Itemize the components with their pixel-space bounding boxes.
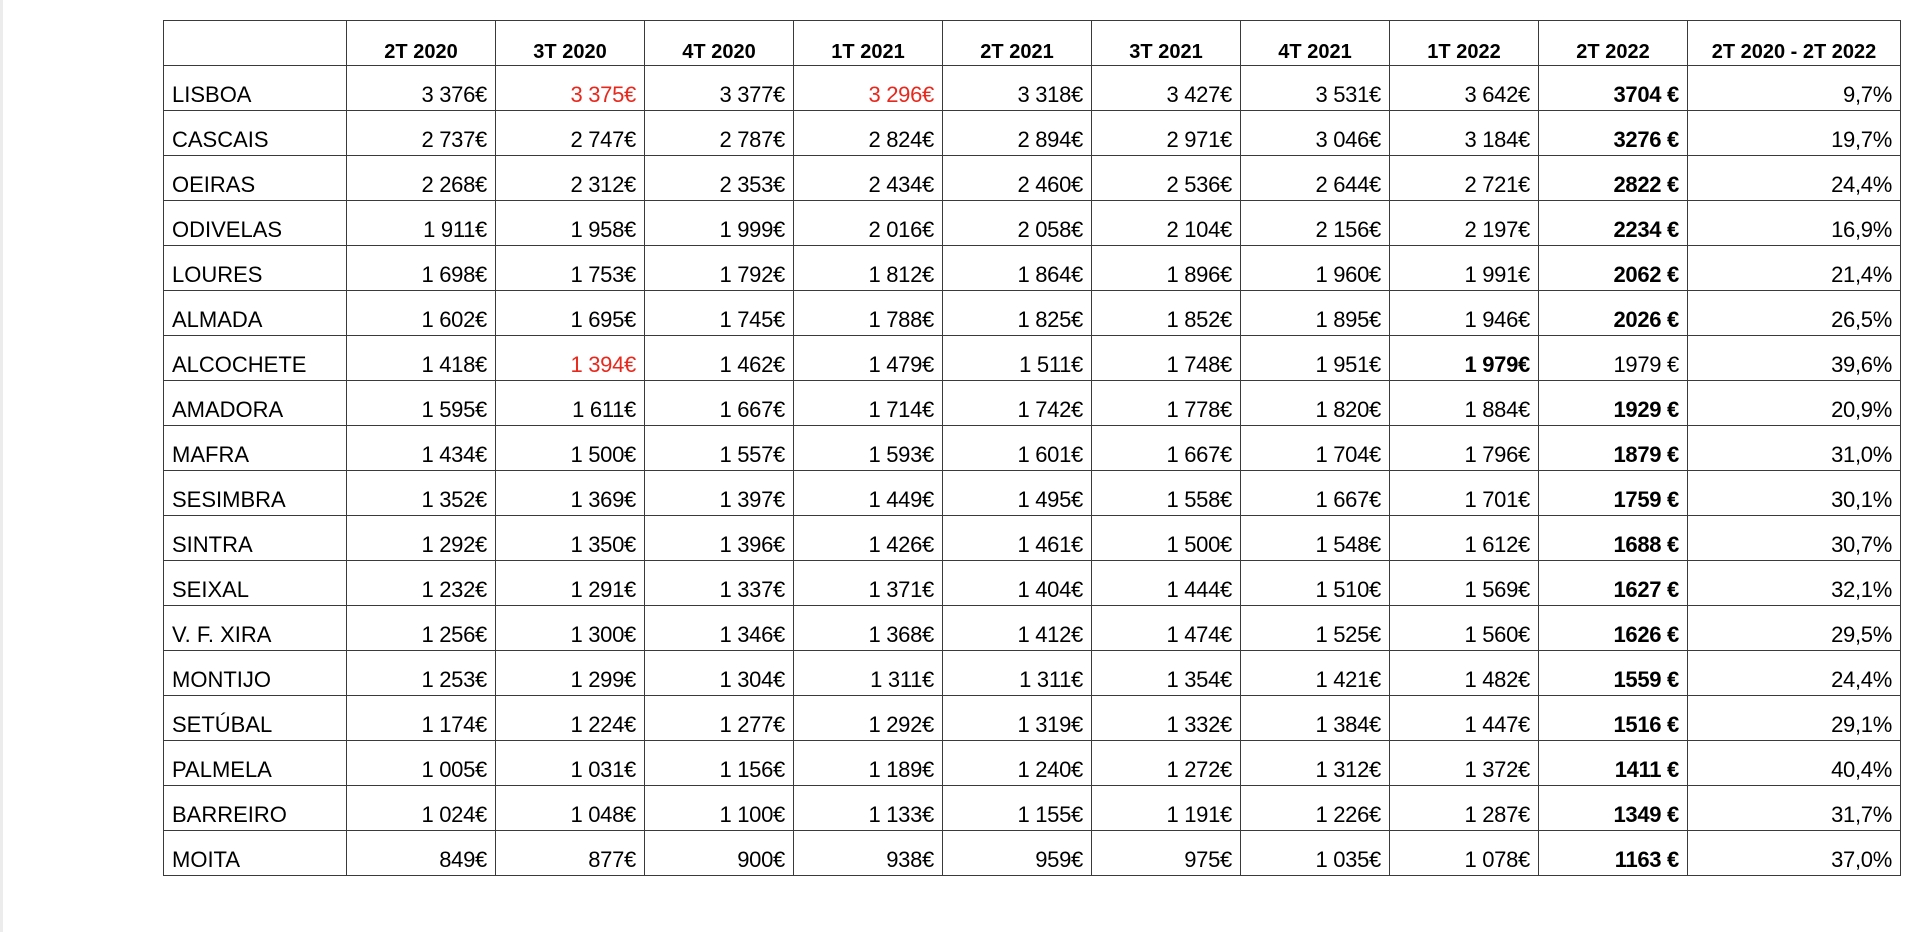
price-cell[interactable]: 1879 € (1539, 426, 1688, 471)
price-cell[interactable]: 1 792€ (645, 246, 794, 291)
price-cell[interactable]: 1 299€ (496, 651, 645, 696)
price-cell[interactable]: 1 999€ (645, 201, 794, 246)
municipality-cell[interactable]: LOURES (164, 246, 347, 291)
price-cell[interactable]: 1 287€ (1390, 786, 1539, 831)
municipality-cell[interactable]: MOITA (164, 831, 347, 876)
change-cell[interactable]: 26,5% (1688, 291, 1901, 336)
change-cell[interactable]: 30,7% (1688, 516, 1901, 561)
change-cell[interactable]: 31,7% (1688, 786, 1901, 831)
change-cell[interactable]: 29,1% (1688, 696, 1901, 741)
price-cell[interactable]: 2 644€ (1241, 156, 1390, 201)
price-cell[interactable]: 1 346€ (645, 606, 794, 651)
table-row (164, 246, 1901, 291)
price-cell[interactable]: 1 133€ (794, 786, 943, 831)
price-cell[interactable]: 1 396€ (645, 516, 794, 561)
municipality-cell[interactable]: V. F. XIRA (164, 606, 347, 651)
municipality-cell[interactable]: SESIMBRA (164, 471, 347, 516)
price-cell[interactable]: 3704 € (1539, 66, 1688, 111)
price-cell[interactable]: 1 048€ (496, 786, 645, 831)
price-cell[interactable]: 1 958€ (496, 201, 645, 246)
price-cell[interactable]: 1 292€ (794, 696, 943, 741)
price-cell[interactable]: 1 960€ (1241, 246, 1390, 291)
price-cell[interactable]: 1559 € (1539, 651, 1688, 696)
price-cell[interactable]: 1 174€ (347, 696, 496, 741)
municipality-cell[interactable]: ALCOCHETE (164, 336, 347, 381)
table-row (164, 696, 1901, 741)
price-cell[interactable]: 1 557€ (645, 426, 794, 471)
header-cell-3t-2021[interactable]: 3T 2021 (1092, 21, 1241, 66)
municipality-cell[interactable]: LISBOA (164, 66, 347, 111)
price-cell[interactable]: 2 971€ (1092, 111, 1241, 156)
municipality-cell[interactable]: CASCAIS (164, 111, 347, 156)
price-cell[interactable]: 1 226€ (1241, 786, 1390, 831)
price-cell[interactable]: 1 256€ (347, 606, 496, 651)
change-cell[interactable]: 19,7% (1688, 111, 1901, 156)
header-cell-3t-2020[interactable]: 3T 2020 (496, 21, 645, 66)
price-cell[interactable]: 1 495€ (943, 471, 1092, 516)
price-cell[interactable]: 1 372€ (1390, 741, 1539, 786)
price-cell[interactable]: 1 593€ (794, 426, 943, 471)
price-cell[interactable]: 1688 € (1539, 516, 1688, 561)
price-cell[interactable]: 1 602€ (347, 291, 496, 336)
price-cell[interactable]: 1 319€ (943, 696, 1092, 741)
price-cell[interactable]: 1 714€ (794, 381, 943, 426)
price-cell[interactable]: 1 277€ (645, 696, 794, 741)
price-cell[interactable]: 1 612€ (1390, 516, 1539, 561)
price-cell[interactable]: 1 748€ (1092, 336, 1241, 381)
price-cell[interactable]: 1 704€ (1241, 426, 1390, 471)
table-row (164, 786, 1901, 831)
price-cell[interactable]: 1 332€ (1092, 696, 1241, 741)
price-cell[interactable]: 1 560€ (1390, 606, 1539, 651)
price-cell[interactable]: 1 426€ (794, 516, 943, 561)
municipality-cell[interactable]: SEIXAL (164, 561, 347, 606)
price-cell[interactable]: 2 197€ (1390, 201, 1539, 246)
spreadsheet-area (163, 20, 1901, 876)
price-table (163, 20, 1901, 876)
price-cell[interactable]: 2 787€ (645, 111, 794, 156)
price-cell[interactable]: 1 384€ (1241, 696, 1390, 741)
table-row (164, 516, 1901, 561)
price-cell[interactable]: 1 558€ (1092, 471, 1241, 516)
municipality-cell[interactable]: MONTIJO (164, 651, 347, 696)
change-cell[interactable]: 30,1% (1688, 471, 1901, 516)
price-cell[interactable]: 959€ (943, 831, 1092, 876)
price-cell[interactable]: 1 745€ (645, 291, 794, 336)
window-left-edge (0, 0, 3, 932)
price-cell[interactable]: 1 444€ (1092, 561, 1241, 606)
price-cell[interactable]: 1 412€ (943, 606, 1092, 651)
price-cell[interactable]: 1 474€ (1092, 606, 1241, 651)
price-cell[interactable]: 1 312€ (1241, 741, 1390, 786)
price-cell[interactable]: 1 896€ (1092, 246, 1241, 291)
price-cell[interactable]: 1 369€ (496, 471, 645, 516)
price-cell[interactable]: 1 796€ (1390, 426, 1539, 471)
price-cell[interactable]: 1 479€ (794, 336, 943, 381)
price-cell[interactable]: 1 695€ (496, 291, 645, 336)
price-cell[interactable]: 3 184€ (1390, 111, 1539, 156)
price-cell[interactable]: 1516 € (1539, 696, 1688, 741)
price-cell[interactable]: 1 232€ (347, 561, 496, 606)
header-cell-4t-2021[interactable]: 4T 2021 (1241, 21, 1390, 66)
header-cell-1t-2022[interactable]: 1T 2022 (1390, 21, 1539, 66)
price-cell[interactable]: 2 434€ (794, 156, 943, 201)
change-cell[interactable]: 20,9% (1688, 381, 1901, 426)
price-cell[interactable]: 975€ (1092, 831, 1241, 876)
municipality-cell[interactable]: SINTRA (164, 516, 347, 561)
price-cell[interactable]: 1163 € (1539, 831, 1688, 876)
price-cell[interactable]: 1 698€ (347, 246, 496, 291)
price-cell[interactable]: 849€ (347, 831, 496, 876)
price-cell[interactable]: 1 511€ (943, 336, 1092, 381)
price-cell[interactable]: 1 368€ (794, 606, 943, 651)
price-cell[interactable]: 2 747€ (496, 111, 645, 156)
table-row (164, 831, 1901, 876)
price-cell[interactable]: 1 820€ (1241, 381, 1390, 426)
price-cell[interactable]: 1 300€ (496, 606, 645, 651)
table-row (164, 561, 1901, 606)
price-cell[interactable]: 1 189€ (794, 741, 943, 786)
price-cell[interactable]: 1 100€ (645, 786, 794, 831)
price-cell[interactable]: 1 461€ (943, 516, 1092, 561)
price-cell[interactable]: 3 046€ (1241, 111, 1390, 156)
table-row (164, 336, 1901, 381)
price-cell[interactable]: 2234 € (1539, 201, 1688, 246)
price-cell[interactable]: 1 569€ (1390, 561, 1539, 606)
municipality-cell[interactable]: OEIRAS (164, 156, 347, 201)
price-cell[interactable]: 1 667€ (645, 381, 794, 426)
change-cell[interactable]: 16,9% (1688, 201, 1901, 246)
price-cell[interactable]: 3 642€ (1390, 66, 1539, 111)
price-cell[interactable]: 2 824€ (794, 111, 943, 156)
price-cell[interactable]: 1626 € (1539, 606, 1688, 651)
price-cell[interactable]: 3276 € (1539, 111, 1688, 156)
price-cell[interactable]: 1 911€ (347, 201, 496, 246)
price-cell[interactable]: 3 377€ (645, 66, 794, 111)
municipality-cell[interactable]: ODIVELAS (164, 201, 347, 246)
table-row (164, 381, 1901, 426)
price-cell[interactable]: 938€ (794, 831, 943, 876)
price-cell[interactable]: 1 979€ (1390, 336, 1539, 381)
price-cell[interactable]: 1 031€ (496, 741, 645, 786)
price-cell[interactable]: 877€ (496, 831, 645, 876)
change-cell[interactable]: 29,5% (1688, 606, 1901, 651)
price-cell[interactable]: 1 611€ (496, 381, 645, 426)
price-cell[interactable]: 1979 € (1539, 336, 1688, 381)
price-cell[interactable]: 1 525€ (1241, 606, 1390, 651)
price-cell[interactable]: 1 510€ (1241, 561, 1390, 606)
header-cell-2t-2021[interactable]: 2T 2021 (943, 21, 1092, 66)
change-cell[interactable]: 21,4% (1688, 246, 1901, 291)
price-cell[interactable]: 1 778€ (1092, 381, 1241, 426)
price-cell[interactable]: 1 291€ (496, 561, 645, 606)
price-cell[interactable]: 3 376€ (347, 66, 496, 111)
price-cell[interactable]: 1 991€ (1390, 246, 1539, 291)
price-cell[interactable]: 1349 € (1539, 786, 1688, 831)
table-row (164, 606, 1901, 651)
header-cell-change[interactable]: 2T 2020 - 2T 2022 (1688, 21, 1901, 66)
change-cell[interactable]: 40,4% (1688, 741, 1901, 786)
price-cell[interactable]: 2062 € (1539, 246, 1688, 291)
price-cell[interactable]: 1 224€ (496, 696, 645, 741)
price-cell[interactable]: 1 337€ (645, 561, 794, 606)
table-row (164, 66, 1901, 111)
price-cell[interactable]: 1627 € (1539, 561, 1688, 606)
price-cell[interactable]: 1 311€ (794, 651, 943, 696)
table-row (164, 741, 1901, 786)
price-cell[interactable]: 2026 € (1539, 291, 1688, 336)
header-cell-2t-2020[interactable]: 2T 2020 (347, 21, 496, 66)
price-cell[interactable]: 1 394€ (496, 336, 645, 381)
price-cell[interactable]: 1 024€ (347, 786, 496, 831)
price-cell[interactable]: 1 155€ (943, 786, 1092, 831)
price-cell[interactable]: 1 895€ (1241, 291, 1390, 336)
price-cell[interactable]: 2 894€ (943, 111, 1092, 156)
change-cell[interactable]: 39,6% (1688, 336, 1901, 381)
price-cell[interactable]: 1 350€ (496, 516, 645, 561)
table-row (164, 471, 1901, 516)
price-cell[interactable]: 1 434€ (347, 426, 496, 471)
price-cell[interactable]: 1 404€ (943, 561, 1092, 606)
price-cell[interactable]: 1 852€ (1092, 291, 1241, 336)
header-cell-1t-2021[interactable]: 1T 2021 (794, 21, 943, 66)
price-cell[interactable]: 1 500€ (496, 426, 645, 471)
price-cell[interactable]: 1 078€ (1390, 831, 1539, 876)
price-cell[interactable]: 2 353€ (645, 156, 794, 201)
price-cell[interactable]: 2 721€ (1390, 156, 1539, 201)
price-cell[interactable]: 1 421€ (1241, 651, 1390, 696)
price-cell[interactable]: 1 601€ (943, 426, 1092, 471)
price-cell[interactable]: 2 460€ (943, 156, 1092, 201)
price-cell[interactable]: 1 253€ (347, 651, 496, 696)
price-cell[interactable]: 1 701€ (1390, 471, 1539, 516)
price-cell[interactable]: 1 371€ (794, 561, 943, 606)
price-cell[interactable]: 2 058€ (943, 201, 1092, 246)
price-cell[interactable]: 1 500€ (1092, 516, 1241, 561)
price-cell[interactable]: 2 312€ (496, 156, 645, 201)
price-cell[interactable]: 1 418€ (347, 336, 496, 381)
change-cell[interactable]: 24,4% (1688, 651, 1901, 696)
change-cell[interactable]: 24,4% (1688, 156, 1901, 201)
price-cell[interactable]: 2 536€ (1092, 156, 1241, 201)
price-cell[interactable]: 1 667€ (1241, 471, 1390, 516)
price-cell[interactable]: 3 375€ (496, 66, 645, 111)
municipality-cell[interactable]: MAFRA (164, 426, 347, 471)
price-cell[interactable]: 1 812€ (794, 246, 943, 291)
price-cell[interactable]: 1 447€ (1390, 696, 1539, 741)
price-cell[interactable]: 1 397€ (645, 471, 794, 516)
price-cell[interactable]: 1 884€ (1390, 381, 1539, 426)
price-cell[interactable]: 1 548€ (1241, 516, 1390, 561)
price-cell[interactable]: 1 753€ (496, 246, 645, 291)
price-cell[interactable]: 1 864€ (943, 246, 1092, 291)
price-cell[interactable]: 1 946€ (1390, 291, 1539, 336)
price-cell[interactable]: 2 268€ (347, 156, 496, 201)
price-cell[interactable]: 1 304€ (645, 651, 794, 696)
price-cell[interactable]: 1 667€ (1092, 426, 1241, 471)
price-cell[interactable]: 2 104€ (1092, 201, 1241, 246)
price-cell[interactable]: 3 531€ (1241, 66, 1390, 111)
price-cell[interactable]: 1 482€ (1390, 651, 1539, 696)
price-cell[interactable]: 1929 € (1539, 381, 1688, 426)
table-row (164, 201, 1901, 246)
price-cell[interactable]: 1 156€ (645, 741, 794, 786)
price-cell[interactable]: 1 788€ (794, 291, 943, 336)
header-cell-2t-2022[interactable]: 2T 2022 (1539, 21, 1688, 66)
price-cell[interactable]: 1 354€ (1092, 651, 1241, 696)
price-cell[interactable]: 2822 € (1539, 156, 1688, 201)
municipality-cell[interactable]: SETÚBAL (164, 696, 347, 741)
change-cell[interactable]: 32,1% (1688, 561, 1901, 606)
table-row (164, 426, 1901, 471)
price-cell[interactable]: 3 427€ (1092, 66, 1241, 111)
price-cell[interactable]: 2 016€ (794, 201, 943, 246)
change-cell[interactable]: 9,7% (1688, 66, 1901, 111)
change-cell[interactable]: 37,0% (1688, 831, 1901, 876)
price-cell[interactable]: 1 951€ (1241, 336, 1390, 381)
price-cell[interactable]: 1759 € (1539, 471, 1688, 516)
table-row (164, 111, 1901, 156)
price-cell[interactable]: 1 191€ (1092, 786, 1241, 831)
municipality-cell[interactable]: AMADORA (164, 381, 347, 426)
price-cell[interactable]: 1 035€ (1241, 831, 1390, 876)
price-cell[interactable]: 1 449€ (794, 471, 943, 516)
municipality-cell[interactable]: PALMELA (164, 741, 347, 786)
price-cell[interactable]: 1 352€ (347, 471, 496, 516)
price-cell[interactable]: 1 311€ (943, 651, 1092, 696)
table-body (164, 66, 1901, 876)
price-cell[interactable]: 2 737€ (347, 111, 496, 156)
table-row (164, 291, 1901, 336)
price-cell[interactable]: 1 742€ (943, 381, 1092, 426)
municipality-cell[interactable]: BARREIRO (164, 786, 347, 831)
header-row (164, 21, 1901, 66)
price-cell[interactable]: 1 595€ (347, 381, 496, 426)
price-cell[interactable]: 3 296€ (794, 66, 943, 111)
price-cell[interactable]: 1 272€ (1092, 741, 1241, 786)
header-cell-empty[interactable] (164, 21, 347, 66)
price-cell[interactable]: 1 005€ (347, 741, 496, 786)
table-row (164, 651, 1901, 696)
price-cell[interactable]: 1 825€ (943, 291, 1092, 336)
price-cell[interactable]: 1 462€ (645, 336, 794, 381)
price-cell[interactable]: 1411 € (1539, 741, 1688, 786)
price-cell[interactable]: 900€ (645, 831, 794, 876)
municipality-cell[interactable]: ALMADA (164, 291, 347, 336)
price-cell[interactable]: 1 240€ (943, 741, 1092, 786)
table-row (164, 156, 1901, 201)
price-cell[interactable]: 1 292€ (347, 516, 496, 561)
change-cell[interactable]: 31,0% (1688, 426, 1901, 471)
price-cell[interactable]: 3 318€ (943, 66, 1092, 111)
price-cell[interactable]: 2 156€ (1241, 201, 1390, 246)
header-cell-4t-2020[interactable]: 4T 2020 (645, 21, 794, 66)
